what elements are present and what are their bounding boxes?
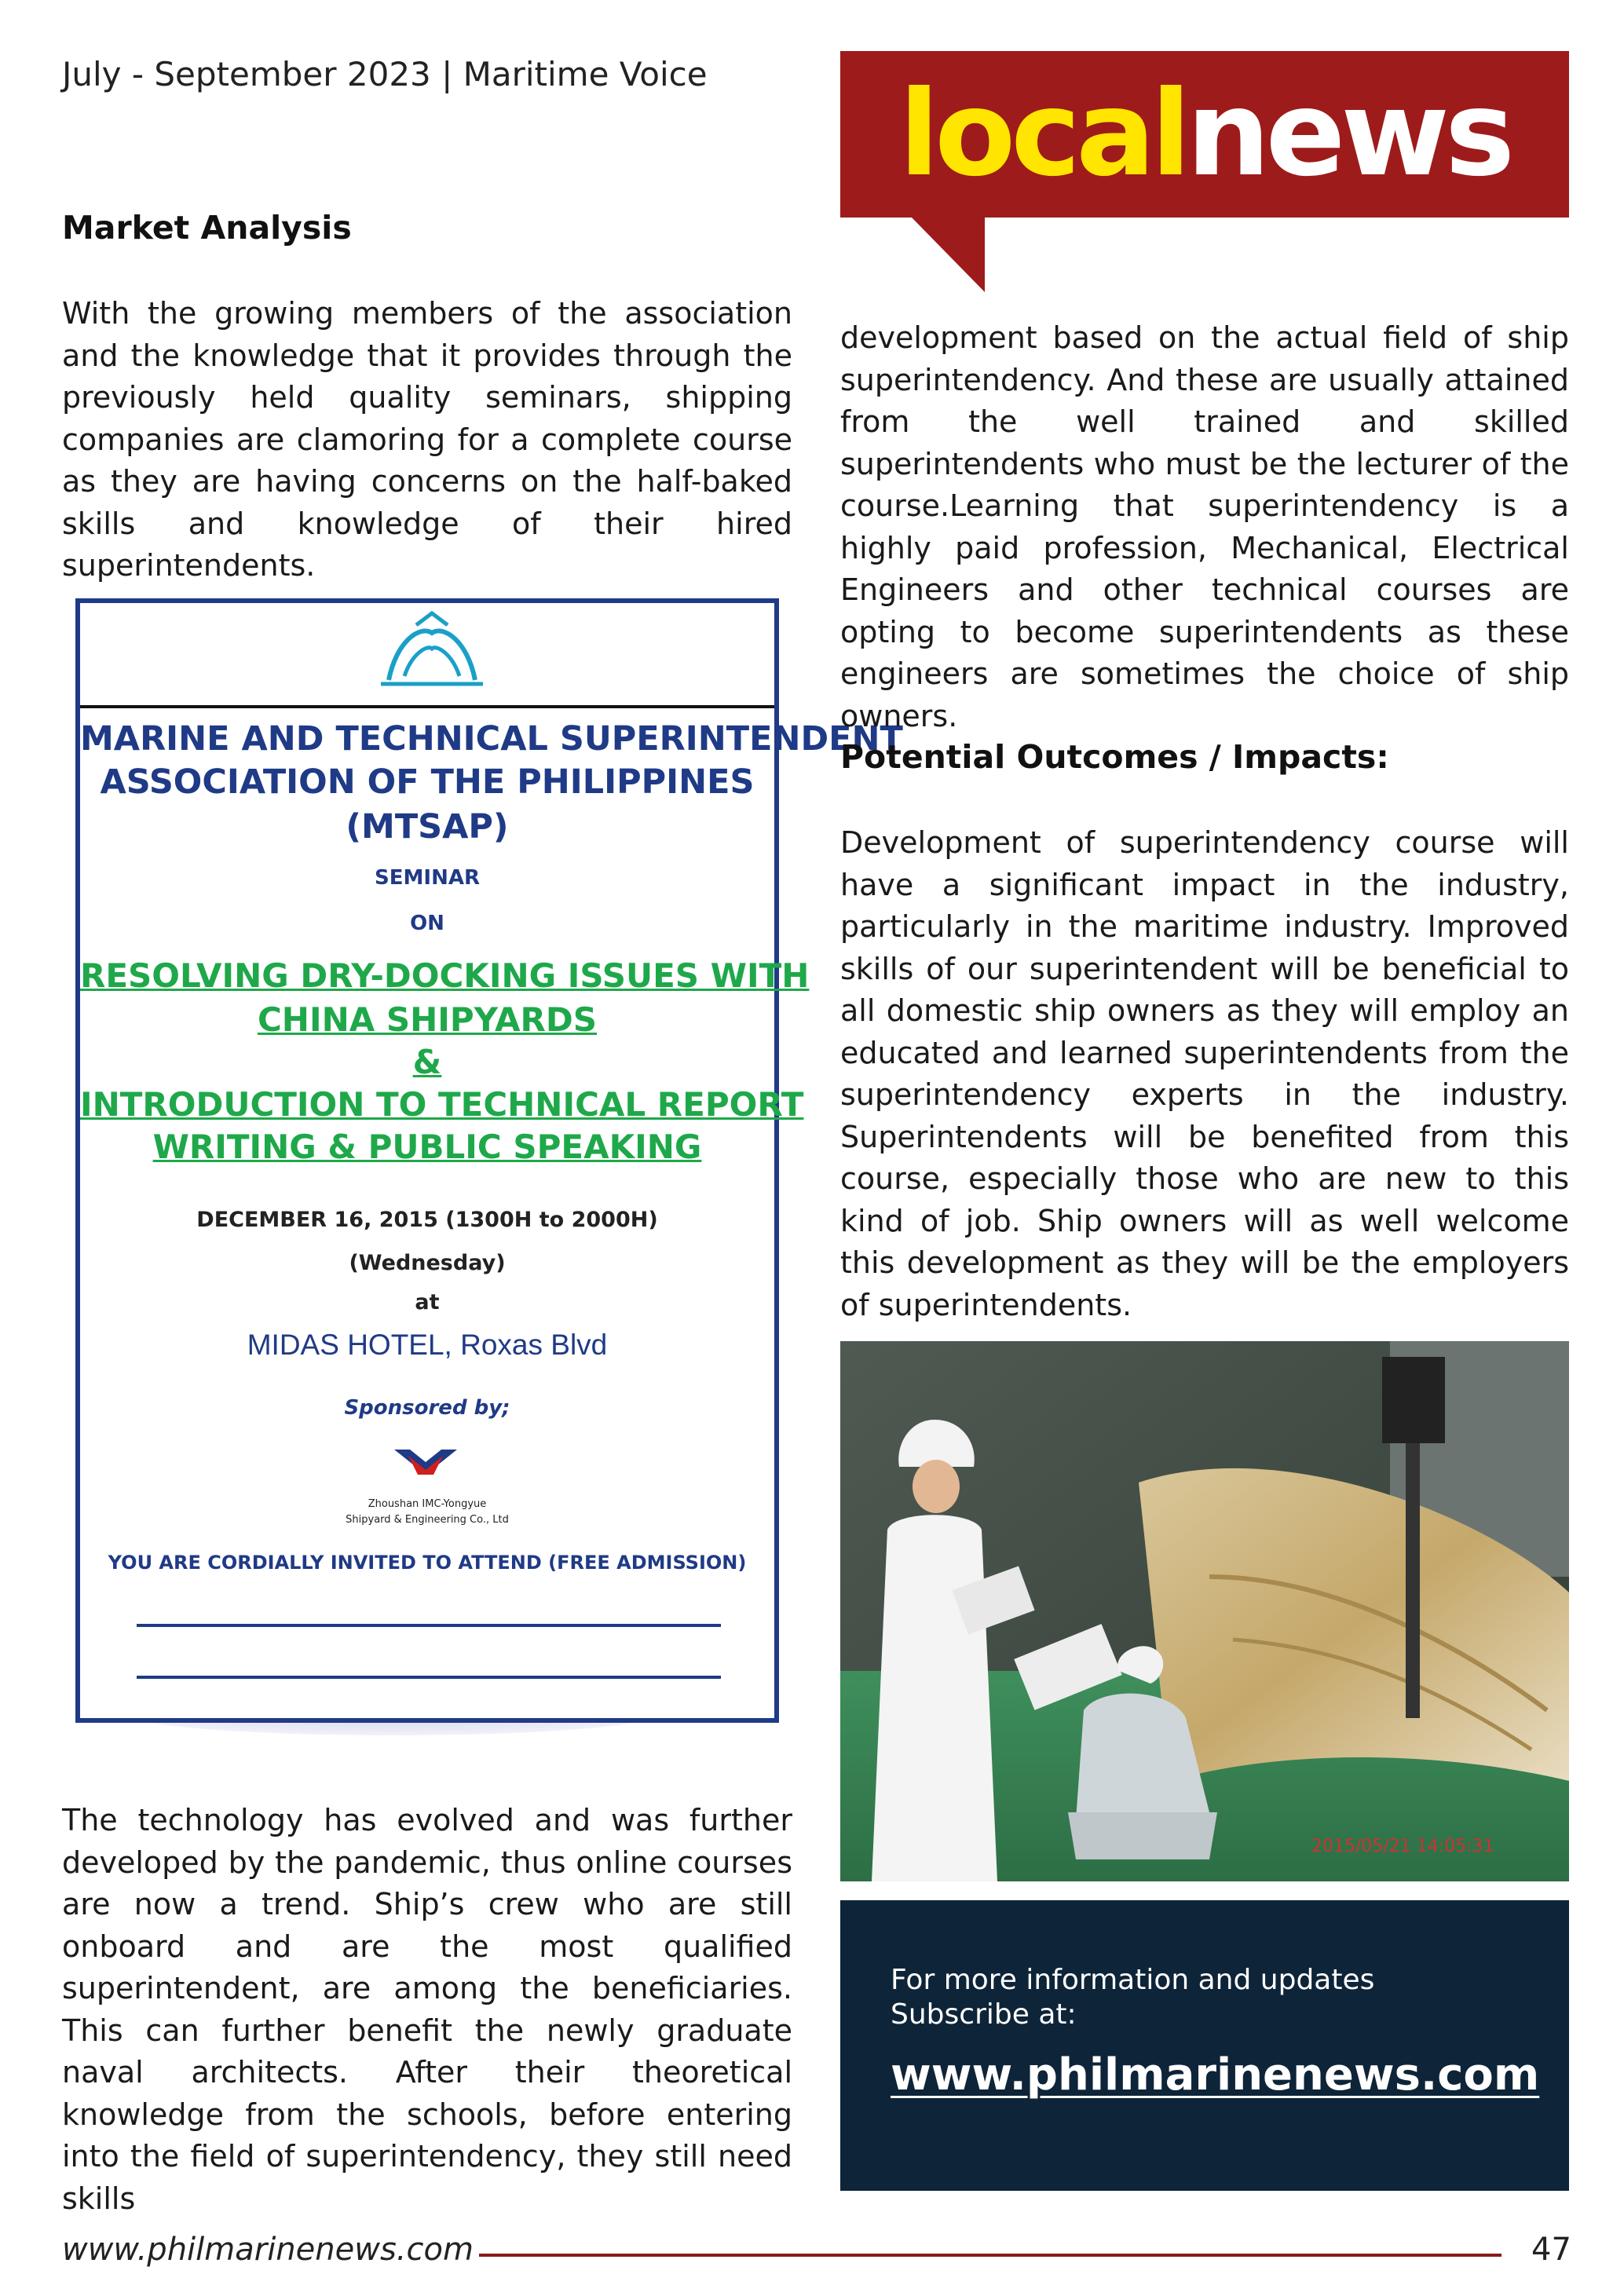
subscribe-box	[840, 1900, 1569, 2191]
photo-illustration	[840, 1341, 1569, 1881]
outcomes-heading: Potential Outcomes / Impacts:	[840, 738, 1389, 776]
flyer-sponsored-by: Sponsored by;	[344, 1396, 510, 1420]
flyer-seminar: SEMINAR	[375, 866, 480, 890]
seminar-flyer	[75, 598, 903, 1723]
flyer-day: (Wednesday)	[349, 1251, 506, 1275]
footer-rule	[479, 2254, 1501, 2257]
issue-header: July - September 2023 | Maritime Voice	[62, 55, 708, 93]
flyer-rule-2	[137, 1676, 721, 1679]
flyer-org-line-3: (MTSAP)	[346, 807, 509, 846]
sponsor-logo-icon	[394, 1443, 457, 1490]
subscribe-link[interactable]: www.philmarinenews.com	[891, 2049, 1540, 2100]
photo-timestamp: 2015/05/21 14:05:31	[1311, 1837, 1494, 1856]
flyer-date: DECEMBER 16, 2015 (1300H to 2000H)	[196, 1208, 658, 1232]
flyer-logo-area	[80, 603, 774, 708]
mtsap-logo-icon	[373, 609, 491, 696]
technology-paragraph: The technology has evolved and was further developed by the pandemic, thus online courses are now a trend. Ship’s crew who are still onboard and are the most qualified superintendent, are among the beneficiaries. This can further benefit the newly graduate naval architects. After their theoretical knowledge from the schools, before entering into the field of superintendency, they still need skills	[62, 1803, 792, 2216]
flyer-topic-ampersand: &	[412, 1043, 442, 1081]
flyer-topic-line-1: RESOLVING DRY-DOCKING ISSUES WITH	[80, 956, 810, 995]
flyer-at: at	[415, 1290, 440, 1314]
flyer-venue: MIDAS HOTEL, Roxas Blvd	[247, 1329, 608, 1361]
development-paragraph: development based on the actual field of ship superintendency. And these are usually attained from the well trained and skilled superintendents who must be the lecturer of the course.Learning that superintendency is a highly paid profession, Mechanical, Electrical Engineers and other technical courses are opting to become superintendents as these engineers are sometimes the choice of ship owners.	[840, 320, 1569, 733]
banner-tail	[911, 217, 985, 292]
flyer-org-line-2: ASSOCIATION OF THE PHILIPPINES	[100, 762, 755, 802]
flyer-topic-line-3: INTRODUCTION TO TECHNICAL REPORT	[80, 1085, 804, 1124]
footer-url[interactable]: www.philmarinenews.com	[62, 2232, 474, 2268]
market-analysis-heading: Market Analysis	[62, 209, 352, 247]
market-analysis-paragraph: With the growing members of the association and the knowledge that it provides through the previously held quality seminars, shipping companies are clamoring for a complete course as they are having concerns on the half-baked skills and knowledge of their hired superintendents.	[62, 296, 792, 583]
outcomes-paragraph: Development of superintendency course will have a significant impact in the industry, particularly in the maritime industry. Improved skills of our superintendent will be beneficial to all domestic ship owners as they will employ an educated and learned superintendents from the superintendency experts in the industry. Superintendents will be benefited from this course, especially those who are new to this kind of job. Ship owners will as well welcome this development as they will be the employers of superintendents.	[840, 825, 1569, 1322]
banner-title-news: news	[1186, 66, 1511, 203]
banner-title-local: local	[898, 66, 1187, 203]
page-number: 47	[1531, 2232, 1571, 2268]
subscribe-text	[891, 1963, 1374, 2032]
subscribe-line-1: For more information and updates	[891, 1964, 1375, 1996]
inspection-photo	[840, 1341, 1569, 1881]
flyer-topic-line-2: CHINA SHIPYARDS	[257, 1000, 598, 1039]
flyer-sponsor-name-1: Zhoushan IMC-Yongyue	[368, 1498, 487, 1510]
flyer-invite: YOU ARE CORDIALLY INVITED TO ATTEND (FREE ADMISSION)	[108, 1552, 747, 1574]
flyer-on: ON	[410, 912, 444, 935]
flyer-rule-1	[137, 1624, 721, 1627]
flyer-sponsor-name-2: Shipyard & Engineering Co., Ltd	[346, 1514, 509, 1526]
banner-title	[840, 51, 1569, 218]
subscribe-line-2: Subscribe at:	[891, 1998, 1077, 2031]
flyer-topic-line-4: WRITING & PUBLIC SPEAKING	[152, 1128, 702, 1166]
flyer-org-line-1: MARINE AND TECHNICAL SUPERINTENDENT	[80, 719, 903, 759]
